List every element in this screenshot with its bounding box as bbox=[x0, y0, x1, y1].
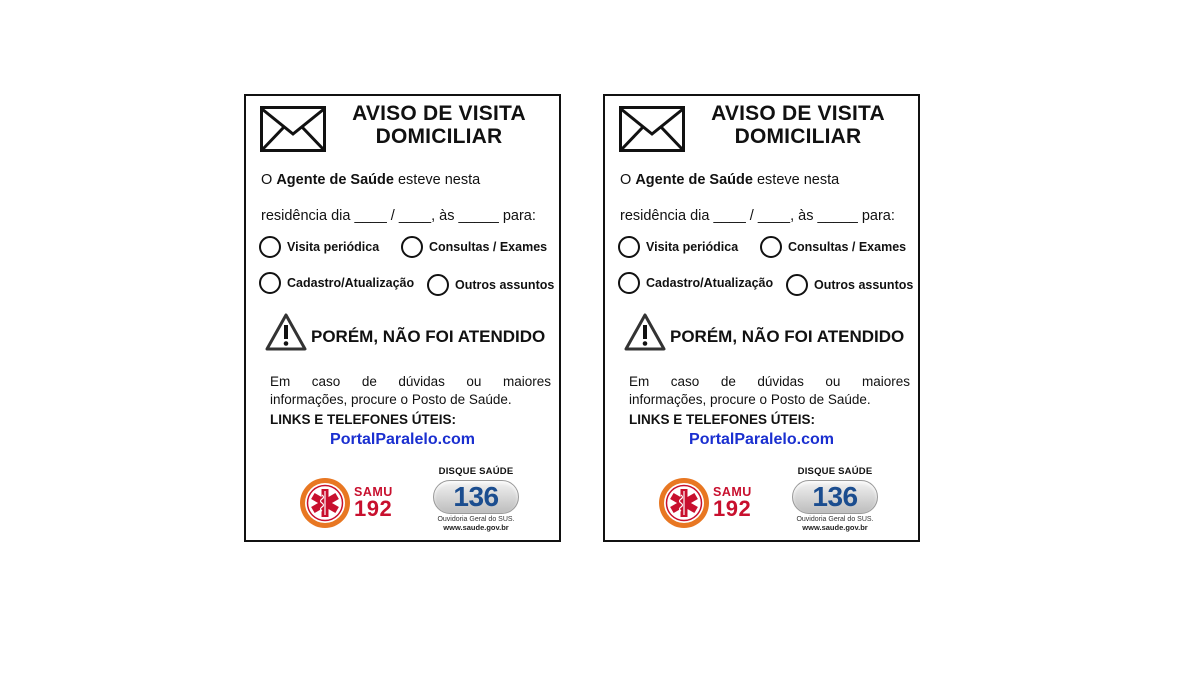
disque-saude-logo: DISQUE SAÚDE 136 Ouvidoria Geral do SUS. www.saude.gov.br bbox=[789, 466, 881, 532]
samu-text: SAMU 192 bbox=[713, 484, 752, 522]
option-cadastro-atualizacao[interactable] bbox=[259, 272, 414, 294]
option-label: Visita periódica bbox=[646, 240, 739, 254]
disque-pill: 136 bbox=[792, 480, 878, 514]
checkbox-circle[interactable] bbox=[786, 274, 808, 296]
checkbox-circle[interactable] bbox=[427, 274, 449, 296]
option-label: Outros assuntos bbox=[814, 278, 914, 292]
samu-star-of-life-icon bbox=[299, 477, 351, 529]
option-visita-periodica[interactable] bbox=[618, 236, 738, 258]
disque-pill: 136 bbox=[433, 480, 519, 514]
samu-logo bbox=[658, 477, 752, 529]
notice-title bbox=[693, 102, 903, 148]
checkbox-circle[interactable] bbox=[401, 236, 423, 258]
not-attended-warning: PORÉM, NÃO FOI ATENDIDO bbox=[670, 327, 905, 346]
checkbox-circle[interactable] bbox=[618, 236, 640, 258]
samu-text: SAMU 192 bbox=[354, 484, 393, 522]
agent-label: Agente de Saúde bbox=[635, 172, 753, 188]
links-label: LINKS E TELEFONES ÚTEIS: bbox=[270, 412, 457, 427]
option-label: Outros assuntos bbox=[455, 278, 555, 292]
option-consultas-exames[interactable] bbox=[401, 236, 547, 258]
checkbox-circle[interactable] bbox=[259, 272, 281, 294]
option-consultas-exames[interactable] bbox=[760, 236, 906, 258]
option-label: Cadastro/Atualização bbox=[646, 276, 774, 290]
option-cadastro-atualizacao[interactable] bbox=[618, 272, 773, 294]
date-time-sentence: residência dia ____ / ____, às _____ para: bbox=[620, 208, 895, 224]
agent-label: Agente de Saúde bbox=[276, 172, 394, 188]
info-paragraph: Em caso de dúvidas ou maiores informações, procure o Posto de Saúde. bbox=[629, 374, 910, 407]
checkbox-circle[interactable] bbox=[259, 236, 281, 258]
samu-star-of-life-icon bbox=[658, 477, 710, 529]
visit-notice-card-1 bbox=[244, 94, 561, 542]
disque-saude-logo: DISQUE SAÚDE 136 Ouvidoria Geral do SUS. www.saude.gov.br bbox=[430, 466, 522, 532]
agent-sentence: O Agente de Saúde esteve nesta bbox=[620, 172, 840, 188]
envelope-icon bbox=[619, 106, 685, 152]
notice-title bbox=[334, 102, 544, 148]
not-attended-warning: PORÉM, NÃO FOI ATENDIDO bbox=[311, 327, 546, 346]
portal-link[interactable]: PortalParalelo.com bbox=[689, 431, 834, 448]
option-label: Visita periódica bbox=[287, 240, 380, 254]
option-outros-assuntos[interactable] bbox=[427, 274, 554, 296]
date-time-sentence: residência dia ____ / ____, às _____ para: bbox=[261, 208, 536, 224]
title-line-2: DOMICILIAR bbox=[734, 125, 862, 148]
info-paragraph: Em caso de dúvidas ou maiores informações, procure o Posto de Saúde. bbox=[270, 374, 551, 407]
option-label: Consultas / Exames bbox=[429, 240, 548, 254]
title-line-1: AVISO DE VISITA bbox=[352, 102, 526, 125]
title-line-1: AVISO DE VISITA bbox=[711, 102, 885, 125]
visit-notice-card-2 bbox=[603, 94, 920, 542]
warning-triangle-icon bbox=[264, 312, 308, 352]
portal-link[interactable]: PortalParalelo.com bbox=[330, 431, 475, 448]
agent-sentence: O Agente de Saúde esteve nesta bbox=[261, 172, 481, 188]
title-line-2: DOMICILIAR bbox=[375, 125, 503, 148]
links-label: LINKS E TELEFONES ÚTEIS: bbox=[629, 412, 816, 427]
option-visita-periodica[interactable] bbox=[259, 236, 379, 258]
checkbox-circle[interactable] bbox=[760, 236, 782, 258]
option-outros-assuntos[interactable] bbox=[786, 274, 913, 296]
option-label: Cadastro/Atualização bbox=[287, 276, 415, 290]
option-label: Consultas / Exames bbox=[788, 240, 907, 254]
envelope-icon bbox=[260, 106, 326, 152]
warning-triangle-icon bbox=[623, 312, 667, 352]
checkbox-circle[interactable] bbox=[618, 272, 640, 294]
samu-logo bbox=[299, 477, 393, 529]
